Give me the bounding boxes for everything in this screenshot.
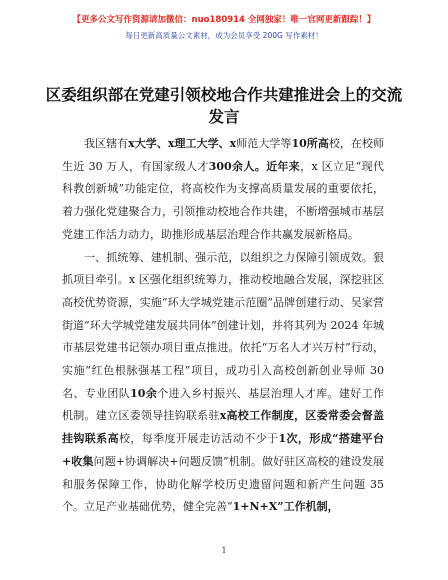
promo-line-1: 【更多公文写作资源请加微信：nuo180914 全网独家！唯一官网更新跟踪！】 — [72, 15, 376, 25]
text-run: 一、抓统筹、建机制、强示范，以组织之力保障引领成效。狠抓项目牵引。x 区强化组织统筹力，推动校地融合发展，深挖驻区高校优势资源，实施“环大学城党建示范圈”品牌创建行动、吴家营街道“环大学城党建发展共同体”创建计划，并将其列为 2024 年城市基层党建书记领办项目重点推进。依托“万名人才兴万村”行动，实施“红色根脉强基工程”项目，成功引入高校创新创业导师 30 名、专业团队 — [62, 250, 384, 400]
bold-text-run: 1+N+X”工作机制， — [232, 500, 339, 514]
bold-text-run: x大学、x理工大学、x — [128, 137, 237, 150]
bold-text-run: x高校工作制度，区委常委会督盖挂钩联系高 — [62, 409, 384, 446]
text-run: 问题+协调解决+问题反馈”机制。做好驻区高校的建设发展和服务保障工作，协助化解学校历史遗留问题和新产生问题 35 个。立足产业基础优势，健全完善“ — [62, 454, 384, 514]
document-title: 区委组织部在党建引领校地合作共建推进会上的交流发言 — [45, 86, 403, 126]
bold-text-run: 300余人。近年来 — [208, 159, 301, 173]
paragraph-1 — [62, 133, 384, 247]
text-run: 校，每季度开展走访活动不少于 — [118, 432, 279, 446]
promo-line-2: 每日更新高质量公文素材，成为会员享受 200G 写作素材！ — [125, 31, 323, 40]
promo-banner — [0, 14, 448, 42]
text-run: 师范大学等 — [236, 137, 292, 150]
text-run: 校，在校师生近 30 万人，有国家级人才 — [62, 137, 385, 173]
page-number: 1 — [221, 546, 227, 555]
bold-text-run: 10余 — [130, 386, 158, 400]
text-run: 个进入乡村振兴、基层治理人才库。建好工作机制。建立区委领导挂钩联系驻 — [62, 386, 385, 423]
text-run: 我区辖有 — [84, 137, 129, 150]
bold-text-run: 10所高 — [291, 137, 329, 150]
bold-text-run: 1次，形成“搭建平台+收集 — [62, 432, 385, 468]
paragraph-2 — [62, 247, 384, 519]
text-run: ，x 区立足“现代科教创新城”功能定位，将高校作为支撑高质量发展的重要依托，着力强化党建聚合力，引领推动校地合作共建，不断增强城市基层党建工作活力动力，助推形成基层治理合作共赢发展新格局。 — [62, 159, 384, 241]
document-body — [62, 133, 384, 519]
